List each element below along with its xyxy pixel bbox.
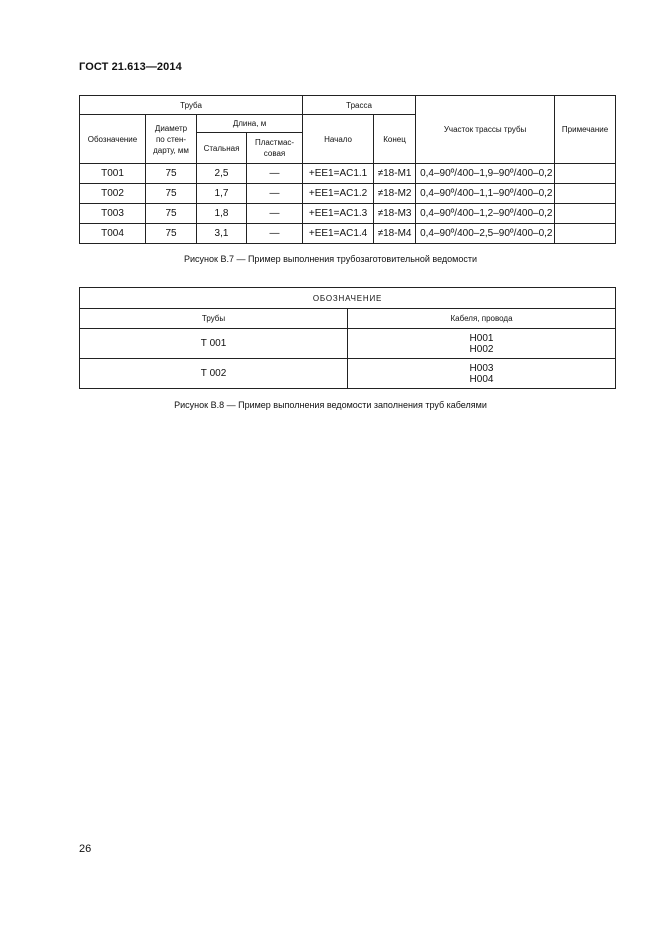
cell-segment: 0,4–90º/400–1,1–90º/400–0,2 (416, 184, 555, 204)
header-route: Трасса (303, 96, 416, 115)
header-segment: Участок трассы трубы (416, 96, 555, 164)
header-diameter-line: по стен- (155, 134, 187, 144)
cell-start: +EE1=AC1.1 (303, 164, 374, 184)
cell-diameter: 75 (146, 204, 197, 224)
table-row (80, 224, 616, 244)
header-plastic (247, 133, 303, 164)
pipe-preparation-table (79, 95, 616, 244)
pipe-cable-fill-table (79, 287, 616, 389)
cell-pipe: Т 002 (80, 359, 348, 389)
header-diameter-line: дарту, мм (153, 145, 189, 155)
cable-item: Н003 (469, 362, 494, 374)
header-note: Примечание (555, 96, 616, 164)
header-start: Начало (303, 115, 374, 164)
header-steel: Стальная (197, 133, 247, 164)
cell-pipe: Т 001 (80, 329, 348, 359)
cable-item: Н001 (469, 332, 494, 344)
header-plastic-line: Пластмас- (254, 138, 295, 147)
table-row (80, 359, 616, 389)
cell-end: ≠18-M3 (374, 204, 416, 224)
header-length: Длина, м (197, 115, 303, 133)
cell-plastic: — (247, 164, 303, 184)
cell-note (555, 164, 616, 184)
table-row (80, 164, 616, 184)
figure-caption-b8: Рисунок В.8 — Пример выполнения ведомости заполнения труб кабелями (174, 400, 487, 410)
document-header: ГОСТ 21.613—2014 (79, 61, 182, 73)
cell-designation: Т004 (80, 224, 146, 244)
cell-diameter: 75 (146, 164, 197, 184)
header-designation: Обозначение (80, 115, 146, 164)
cell-diameter: 75 (146, 224, 197, 244)
cell-end: ≠18-M1 (374, 164, 416, 184)
cell-end: ≠18-M2 (374, 184, 416, 204)
figure-caption-b7: Рисунок В.7 — Пример выполнения трубозаготовительной ведомости (184, 254, 477, 264)
cell-start: +EE1=AC1.2 (303, 184, 374, 204)
header-diameter (146, 115, 197, 164)
cell-start: +EE1=AC1.4 (303, 224, 374, 244)
cell-plastic: — (247, 224, 303, 244)
cable-item: Н004 (469, 373, 494, 385)
cell-steel: 1,7 (197, 184, 247, 204)
header-designation-title: ОБОЗНАЧЕНИЕ (80, 288, 616, 309)
page-number: 26 (79, 843, 92, 855)
cell-plastic: — (247, 204, 303, 224)
cell-note (555, 224, 616, 244)
cell-steel: 2,5 (197, 164, 247, 184)
header-end: Конец (374, 115, 416, 164)
header-cables: Кабеля, провода (348, 309, 616, 329)
cell-note (555, 184, 616, 204)
cell-end: ≠18-M4 (374, 224, 416, 244)
header-pipes: Трубы (80, 309, 348, 329)
cell-steel: 3,1 (197, 224, 247, 244)
table-row (80, 184, 616, 204)
cell-segment: 0,4–90º/400–1,9–90º/400–0,2 (416, 164, 555, 184)
cell-plastic: — (247, 184, 303, 204)
cell-designation: Т001 (80, 164, 146, 184)
cell-diameter: 75 (146, 184, 197, 204)
header-diameter-line: Диаметр (154, 123, 188, 133)
header-pipe: Труба (80, 96, 303, 115)
cell-designation: Т002 (80, 184, 146, 204)
table-row (80, 204, 616, 224)
cable-item: Н002 (469, 343, 494, 355)
cell-segment: 0,4–90º/400–1,2–90º/400–0,2 (416, 204, 555, 224)
cell-steel: 1,8 (197, 204, 247, 224)
cell-cables (348, 359, 616, 389)
header-plastic-line: совая (263, 149, 286, 158)
cell-segment: 0,4–90º/400–2,5–90º/400–0,2 (416, 224, 555, 244)
cell-note (555, 204, 616, 224)
cell-cables (348, 329, 616, 359)
cell-start: +EE1=AC1.3 (303, 204, 374, 224)
table-row (80, 329, 616, 359)
cell-designation: Т003 (80, 204, 146, 224)
